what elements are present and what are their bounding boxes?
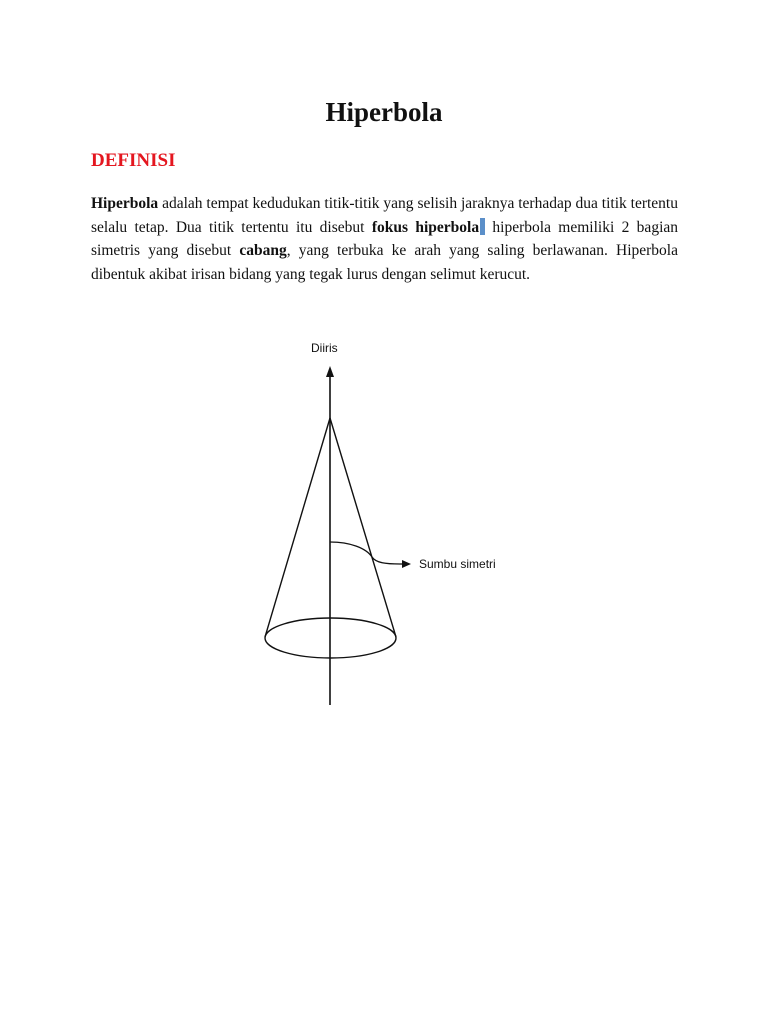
section-heading-definisi: DEFINISI [91,150,176,171]
label-diiris: Diiris [311,341,338,355]
paragraph-text-3: , yang terbuka ke arah yang saling berlawanan. Hiperbola dibentuk akibat irisan bidang yang tegak lurus dengan selimut kerucut. [91,242,678,283]
label-sumbu-simetri: Sumbu simetri [419,557,496,571]
page-title: Hiperbola [325,97,443,127]
cone-left-edge [265,418,330,637]
term-fokus-hiperbola: fokus hiperbola [371,218,480,236]
definition-paragraph [91,192,678,286]
pointer-arrowhead [402,560,411,568]
axis-pointer-curve [330,542,400,564]
paragraph-text-2: hiperbola memiliki 2 bagian simetris yang disebut [91,218,678,259]
paragraph-text-1: adalah tempat kedudukan titik-titik yang selisih jaraknya terhadap dua titik tertentu selalu tetap. Dua titik tertentu itu disebut [91,195,678,236]
cone-diagram [250,330,540,720]
term-cabang: cabang [239,242,287,259]
axis-arrowhead [326,366,334,377]
cone-right-edge [330,418,396,637]
term-hiperbola: Hiperbola [91,195,159,212]
